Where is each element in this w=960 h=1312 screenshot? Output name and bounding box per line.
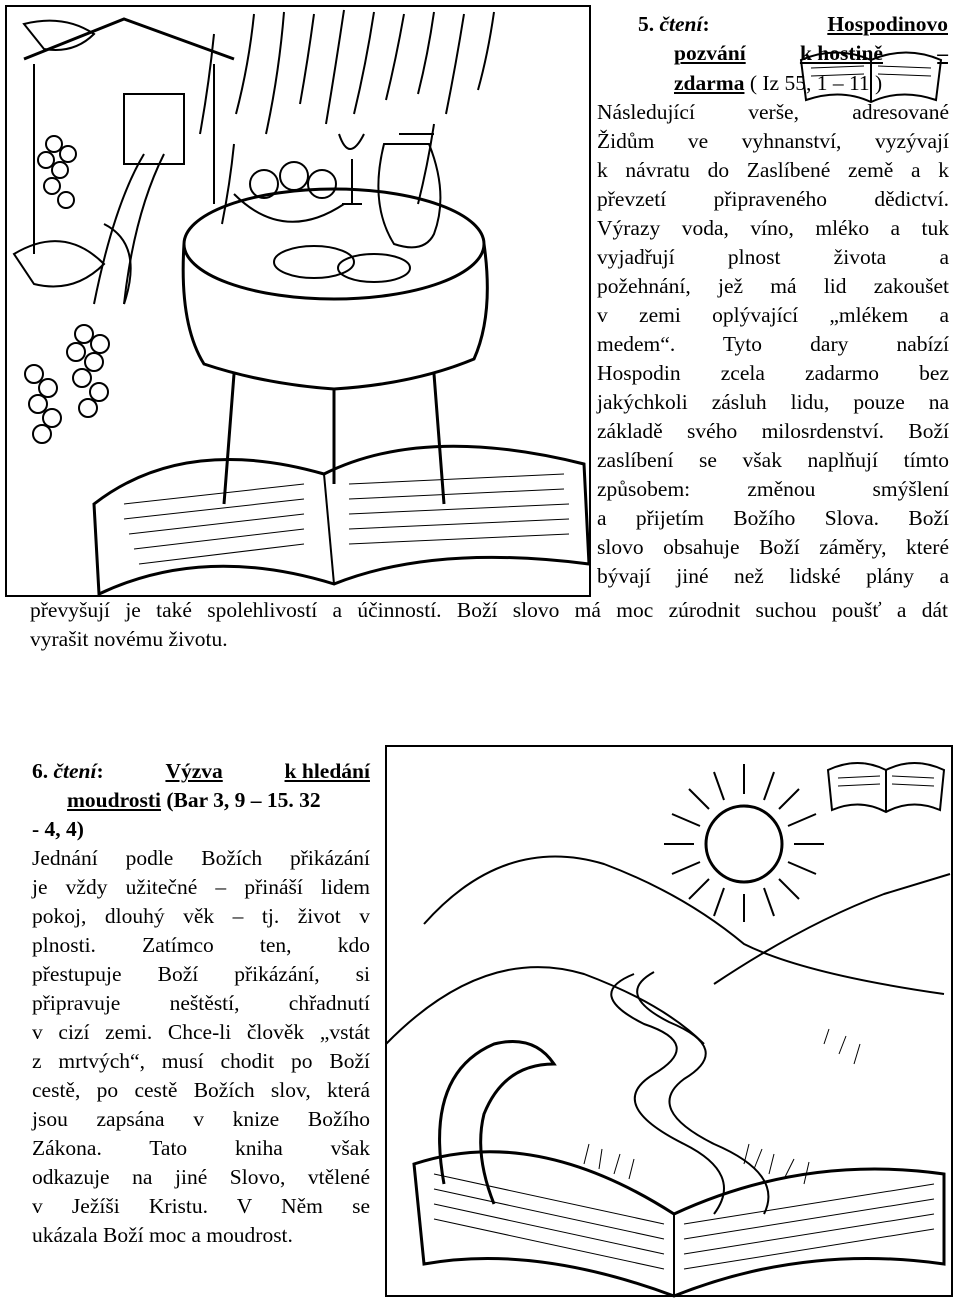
section5-colon: : <box>702 12 710 36</box>
section6-line: Zákona. Tato kniha však <box>32 1136 370 1160</box>
section5-line: Hospodin zcela zadarmo bez <box>597 361 949 385</box>
section6-line: Jednání podle Božích přikázání <box>32 846 370 870</box>
section6-reference-part2: - 4, 4) <box>32 817 84 841</box>
section5-line: zaslíbení se však naplňují tímto <box>597 448 949 472</box>
section5-line: k návratu do Zaslíbené země a k <box>597 158 949 182</box>
section5-line: Židům ve vyhnanství, vyzývají <box>597 129 949 153</box>
section6-line: z mrtvých“, musí chodit po Boží <box>32 1049 370 1073</box>
section6-line: v Ježíši Kristu. V Něm se <box>32 1194 370 1218</box>
section6-colon: : <box>96 759 104 783</box>
section5-line: Následující verše, adresované <box>597 100 949 124</box>
section5-line: slovo obsahuje Boží záměry, které <box>597 535 949 559</box>
section6-heading-line1 <box>32 757 370 786</box>
section6-line: v cizí zemi. Chce-li člověk „vstát <box>32 1020 370 1044</box>
section5-full-line: převyšují je také spolehlivostí a účinností. Boží slovo má moc zúrodnit suchou poušť a dát <box>30 598 948 622</box>
section6-heading-line3 <box>32 815 84 844</box>
section5-line: v zemi oplývající „mlékem a <box>597 303 949 327</box>
section5-fullwidth <box>30 596 948 654</box>
section6-last-line: ukázala Boží moc a moudrost. <box>32 1223 293 1247</box>
section6-line: cestě, po cestě Božích slov, která <box>32 1078 370 1102</box>
section5-title-word-invitation: pozvání <box>674 41 746 65</box>
section5-line: základě svého milosrdenství. Boží <box>597 419 949 443</box>
open-book-small-icon <box>824 752 948 816</box>
section5-line: medem“. Tyto dary nabízí <box>597 332 949 356</box>
section6-heading-line2 <box>67 786 321 815</box>
section6-label: čtení <box>53 759 97 783</box>
section5-title-dash: – <box>937 41 948 65</box>
section6-line: pokoj, dlouhý věk – tj. život v <box>32 904 370 928</box>
section6-line: odkazuje na jiné Slovo, vtělené <box>32 1165 370 1189</box>
section6-line: připravuje neštěstí, chřadnutí <box>32 991 370 1015</box>
section5-number: 5. <box>638 12 655 36</box>
section5-full-line: vyrašit novému životu. <box>30 627 228 651</box>
section5-label: čtení <box>659 12 703 36</box>
section5-title-part1: Hospodinovo <box>827 12 948 36</box>
section5-title-word-feast: k hostině <box>799 41 883 65</box>
feast-illustration <box>4 4 594 600</box>
section5-reference: ( Iz 55, 1 – 11 ) <box>749 71 883 95</box>
section5-title-free: zdarma <box>674 71 745 95</box>
section5-heading-line2 <box>674 39 948 68</box>
section6-line: přestupuje Boží přikázání, si <box>32 962 370 986</box>
section6-line: jsou zapsána v knize Božího <box>32 1107 370 1131</box>
section6-reference-part1: (Bar 3, 9 – 15. 32 <box>166 788 321 812</box>
section5-line: požehnání, jež má lid zakoušet <box>597 274 949 298</box>
section6-title-call: Výzva <box>165 759 223 783</box>
section6-body <box>32 844 370 1250</box>
section5-heading-line3 <box>674 69 882 98</box>
section6-title-wisdom: moudrosti <box>67 788 161 812</box>
mountain-path-illustration <box>384 744 956 1300</box>
section5-line: jakýchkoli zásluh lidu, pouze na <box>597 390 949 414</box>
section6-line: plnosti. Zatímco ten, kdo <box>32 933 370 957</box>
section6-number: 6. <box>32 759 49 783</box>
section5-line: a přijetím Božího Slova. Boží <box>597 506 949 530</box>
section5-line: způsobem: změnou smýšlení <box>597 477 949 501</box>
section5-body <box>597 98 949 591</box>
section6-title-seeking: k hledání <box>284 759 370 783</box>
section5-line: vyjadřují plnost života a <box>597 245 949 269</box>
section6-line: je vždy užitečné – přináší lidem <box>32 875 370 899</box>
section5-line: bývají jiné než lidské plány a <box>597 564 949 588</box>
section5-heading-line1 <box>638 10 948 39</box>
section5-line: Výrazy voda, víno, mléko a tuk <box>597 216 949 240</box>
section5-line: převzetí připraveného dědictví. <box>597 187 949 211</box>
